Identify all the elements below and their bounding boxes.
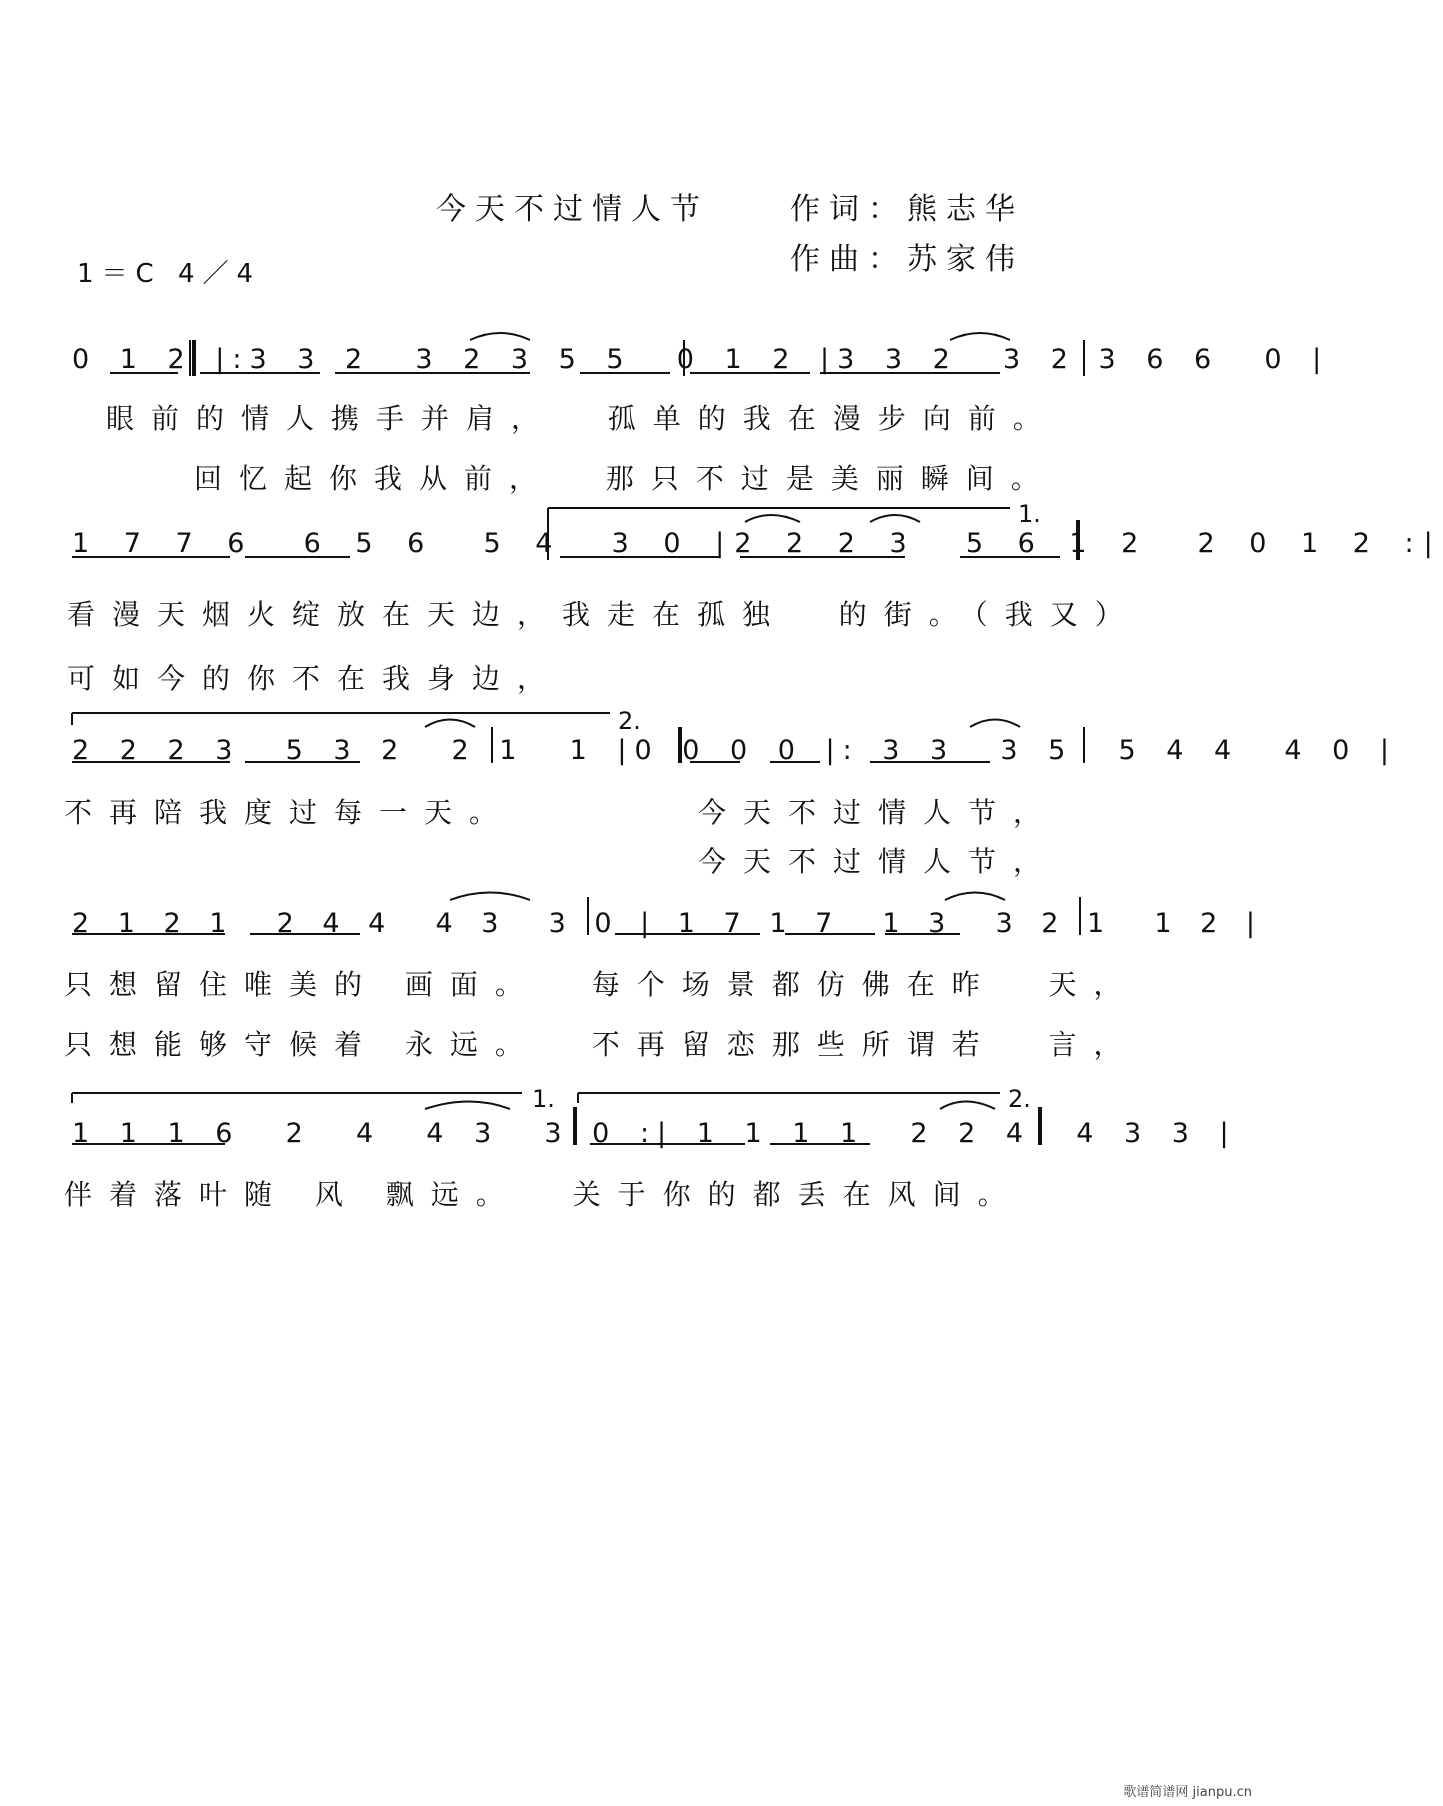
- lyricist-credit: 作词：熊志华: [790, 192, 1024, 227]
- lyric-line-2b: 可如今的你不在我身边，: [67, 662, 563, 695]
- ending-marker-4: 2.: [1008, 1085, 1031, 1113]
- lyric-line-3b: 今天不过情人节，: [698, 796, 1059, 829]
- lyric-line-2a: 看漫天烟火绽放在天边，我走在孤独 的街。（我又）: [67, 598, 1140, 631]
- notes-line-1: 0 1 2 |:3 3 2 3 2 3 5 5 0 1 2 |3 3 2 3 2 3 6 6 0 |: [72, 344, 1330, 375]
- notes-line-5: 1 1 1 6 2 4 4 3 3 0 :| 1 1 1 1 2 2 4 4 3 3 |: [72, 1118, 1237, 1149]
- ending-marker-2: 2.: [618, 707, 641, 735]
- lyric-line-1b: 回忆起你我从前， 那只不过是美丽瞬间。: [194, 462, 1056, 495]
- composer-credit: 作曲：苏家伟: [790, 242, 1024, 277]
- song-title: 今天不过情人节: [436, 192, 709, 227]
- notes-line-3: 2 2 2 3 5 3 2 2 1 1 |0 0 0 0 |: 3 3 3 5 5 4 4 4 0 |: [72, 735, 1397, 766]
- ending-marker-3: 1.: [532, 1085, 555, 1113]
- lyric-line-3a: 不再陪我度过每一天。: [64, 796, 515, 829]
- notes-line-4: 2 1 2 1 2 4 4 4 3 3 0 | 1 7 1 7 1 3 3 2 1 1 2 |: [72, 908, 1263, 939]
- lyric-line-4b: 只想能够守候着 永远。 不再留恋那些所谓若 言，: [64, 1028, 1139, 1061]
- lyric-line-1a: 眼前的情人携手并肩， 孤单的我在漫步向前。: [106, 402, 1058, 435]
- watermark: 歌谱简谱网 jianpu.cn: [1123, 1785, 1252, 1800]
- notes-line-2: 1 7 7 6 6 5 6 5 4 3 0 |2 2 2 3 5 6 1 2 2 0 1 2 :|: [72, 528, 1443, 559]
- ending-marker-1: 1.: [1018, 500, 1041, 528]
- key-signature: 1＝C 4／4: [77, 259, 262, 289]
- lyric-line-4a: 只想留住唯美的 画面。 每个场景都仿佛在昨 天，: [64, 968, 1139, 1001]
- lyric-line-5a: 伴着落叶随 风 飘远。 关于你的都丢在风间。: [64, 1178, 1023, 1211]
- lyric-line-3c: 今天不过情人节，: [698, 845, 1059, 878]
